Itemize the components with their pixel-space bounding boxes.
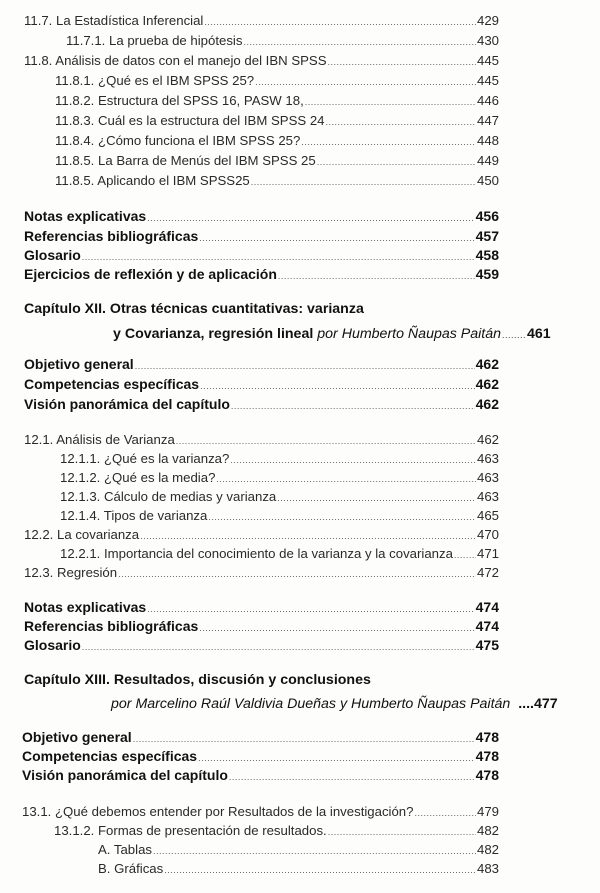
chapter-13-author: por Marcelino Raúl Valdivia Dueñas y Humberto Ñaupas Paitán xyxy=(111,696,511,712)
toc-entry[interactable] xyxy=(98,859,499,879)
toc-entry-page: 429 xyxy=(476,13,499,28)
toc-entry[interactable] xyxy=(24,374,499,394)
toc-entry[interactable] xyxy=(24,563,499,583)
dot-leader xyxy=(208,507,476,527)
dot-leader xyxy=(414,803,476,823)
toc-entry-label: 12.1.3. Cálculo de medias y varianza xyxy=(60,489,277,504)
toc-entry[interactable] xyxy=(24,226,499,246)
toc-entry[interactable] xyxy=(60,506,499,526)
toc-entry-label: 11.8.1. ¿Qué es el IBM SPSS 25? xyxy=(55,73,255,88)
chapter-12-author: Humberto Ñaupas Paitán xyxy=(341,326,502,342)
toc-entry-page: 470 xyxy=(476,527,499,542)
toc-entry-page: 430 xyxy=(476,33,499,48)
toc-entry-label: 11.7.1. La prueba de hipótesis xyxy=(66,33,243,48)
toc-entry-page: 449 xyxy=(476,153,499,168)
dot-leader xyxy=(176,431,476,451)
toc-entry[interactable] xyxy=(24,264,499,284)
toc-entry-label: Referencias bibliográficas xyxy=(24,618,199,634)
toc-entry-label: Ejercicios de reflexión y de aplicación xyxy=(24,266,277,282)
toc-entry[interactable] xyxy=(22,727,499,747)
toc-entry-page: 462 xyxy=(475,396,499,412)
toc-entry-page: 483 xyxy=(476,861,499,876)
toc-entry[interactable] xyxy=(24,206,499,226)
toc-entry-label: Competencias específicas xyxy=(24,376,200,392)
chapter-12-subtitle: y Covarianza, regresión lineal xyxy=(113,326,314,342)
toc-entry[interactable] xyxy=(60,487,499,507)
toc-entry-page: 462 xyxy=(475,356,499,372)
toc-entry-page: 482 xyxy=(476,823,499,838)
toc-entry-label: 11.8.5. Aplicando el IBM SPSS25 xyxy=(55,173,250,188)
toc-entry-page: 446 xyxy=(476,93,499,108)
toc-entry[interactable] xyxy=(54,821,499,841)
toc-entry[interactable] xyxy=(24,354,499,374)
dot-leader xyxy=(200,376,475,396)
toc-entry-label: 12.1.2. ¿Qué es la media? xyxy=(60,470,216,485)
toc-entry-label: 12.1. Análisis de Varianza xyxy=(24,432,175,447)
toc-entry-label: 11.7. La Estadística Inferencial xyxy=(24,13,204,28)
dot-leader xyxy=(216,469,476,489)
toc-entry-page: 456 xyxy=(475,208,499,224)
toc-entry-page: 445 xyxy=(476,73,499,88)
dot-leader xyxy=(305,92,476,112)
dot-leader xyxy=(140,526,476,546)
chapter-13-author-line[interactable] xyxy=(111,696,558,712)
chapter-13-page: 477 xyxy=(533,696,558,712)
toc-entry-page: 472 xyxy=(476,565,499,580)
toc-entry-label: Objetivo general xyxy=(22,729,132,745)
toc-entry-page: 445 xyxy=(476,53,499,68)
toc-entry-label: 12.1.1. ¿Qué es la varianza? xyxy=(60,451,230,466)
toc-entry-page: 462 xyxy=(475,376,499,392)
dot-leader xyxy=(147,208,474,228)
toc-entry-page: 458 xyxy=(475,247,499,263)
dot-leader xyxy=(135,356,475,376)
toc-entry-label: Glosario xyxy=(24,247,81,263)
dot-leader xyxy=(301,132,476,152)
toc-entry-label: 12.2. La covarianza xyxy=(24,527,140,542)
dot-leader xyxy=(277,488,476,508)
toc-entry[interactable] xyxy=(55,131,499,151)
chapter-12-title[interactable]: Capítulo XII. Otras técnicas cuantitativas: varianza xyxy=(24,301,364,317)
dot-leader xyxy=(317,152,476,172)
toc-entry-label: 12.2.1. Importancia del conocimiento de la varianza y la covarianza xyxy=(60,546,453,561)
toc-entry[interactable] xyxy=(24,525,499,545)
toc-entry[interactable] xyxy=(24,597,499,617)
dot-leader xyxy=(230,450,476,470)
toc-entry-page: 482 xyxy=(476,842,499,857)
dot-leader xyxy=(251,172,476,192)
toc-entry[interactable] xyxy=(24,616,499,636)
toc-entry[interactable] xyxy=(24,394,499,414)
toc-entry[interactable] xyxy=(55,91,499,111)
dot-leader xyxy=(328,822,476,842)
toc-entry[interactable] xyxy=(60,544,499,564)
toc-entry-label: 13.1.2. Formas de presentación de resultados. xyxy=(54,823,327,838)
dot-leader xyxy=(326,112,476,132)
toc-entry[interactable] xyxy=(24,635,499,655)
chapter-12-author-prefix: por xyxy=(317,326,338,342)
toc-entry-page: 457 xyxy=(475,228,499,244)
toc-entry[interactable] xyxy=(24,245,499,265)
dot-leader xyxy=(328,52,476,72)
toc-entry-page: 463 xyxy=(476,470,499,485)
toc-entry-label: 11.8.3. Cuál es la estructura del IBM SPSS 24 xyxy=(55,113,325,128)
toc-entry-label: 13.1. ¿Qué debemos entender por Resultados de la investigación? xyxy=(22,804,414,819)
toc-entry-label: 11.8.2. Estructura del SPSS 16, PASW 18, xyxy=(55,93,304,108)
dot-leader xyxy=(255,72,476,92)
dot-leader xyxy=(243,32,476,52)
toc-entry-label: 11.8.5. La Barra de Menús del IBM SPSS 25 xyxy=(55,153,316,168)
toc-entry-page: 462 xyxy=(476,432,499,447)
toc-entry-page: 463 xyxy=(476,451,499,466)
toc-entry-page: 450 xyxy=(476,173,499,188)
toc-entry-label: Glosario xyxy=(24,637,81,653)
toc-entry-page: 471 xyxy=(476,546,499,561)
toc-entry[interactable] xyxy=(55,171,499,191)
dot-leader xyxy=(118,564,476,584)
toc-entry-label: 12.3. Regresión xyxy=(24,565,118,580)
toc-entry-page: 463 xyxy=(476,489,499,504)
dot-leader xyxy=(204,12,476,32)
dot-leader xyxy=(278,266,475,286)
toc-entry-label: 12.1.4. Tipos de varianza xyxy=(60,508,208,523)
chapter-12-subtitle-line[interactable] xyxy=(113,326,551,342)
dot-leader xyxy=(82,637,475,657)
toc-entry[interactable] xyxy=(22,765,499,785)
toc-entry[interactable] xyxy=(98,840,499,860)
toc-entry-label: Referencias bibliográficas xyxy=(24,228,199,244)
toc-entry[interactable] xyxy=(60,468,499,488)
toc-entry-page: 478 xyxy=(475,729,499,745)
toc-entry-page: 474 xyxy=(475,599,499,615)
toc-entry-page: 478 xyxy=(475,748,499,764)
dot-leader xyxy=(153,841,476,861)
toc-entry-label: A. Tablas xyxy=(98,842,153,857)
toc-entry-page: 448 xyxy=(476,133,499,148)
toc-entry-page: 474 xyxy=(475,618,499,634)
toc-entry[interactable] xyxy=(24,11,499,31)
dot-leader xyxy=(231,396,475,416)
toc-entry[interactable] xyxy=(55,111,499,131)
chapter-13-title[interactable]: Capítulo XIII. Resultados, discusión y conclusiones xyxy=(24,672,371,688)
toc-entry-label: Objetivo general xyxy=(24,356,134,372)
dot-leader xyxy=(229,767,475,787)
dot-leader: .... xyxy=(518,696,534,712)
toc-entry-page: 479 xyxy=(476,804,499,819)
toc-entry[interactable] xyxy=(24,430,499,450)
toc-entry-label: Competencias específicas xyxy=(22,748,198,764)
dot-leader xyxy=(454,545,476,565)
toc-entry[interactable] xyxy=(22,746,499,766)
chapter-12-page: 461 xyxy=(527,326,551,342)
toc-entry-label: 11.8.4. ¿Cómo funciona el IBM SPSS 25? xyxy=(55,133,301,148)
toc-entry-page: 459 xyxy=(475,266,499,282)
toc-entry-label: 11.8. Análisis de datos con el manejo del IBN SPSS xyxy=(24,53,327,68)
toc-entry-page: 475 xyxy=(475,637,499,653)
toc-entry-page: 447 xyxy=(476,113,499,128)
toc-entry[interactable] xyxy=(24,51,499,71)
toc-entry[interactable] xyxy=(55,151,499,171)
toc-entry[interactable] xyxy=(55,71,499,91)
toc-entry-label: Visión panorámica del capítulo xyxy=(24,396,230,412)
dot-leader xyxy=(164,860,476,880)
toc-entry-page: 478 xyxy=(475,767,499,783)
toc-entry-label: Notas explicativas xyxy=(24,208,147,224)
toc-entry[interactable] xyxy=(22,802,499,822)
toc-entry[interactable] xyxy=(66,31,499,51)
toc-entry-page: 465 xyxy=(476,508,499,523)
toc-entry[interactable] xyxy=(60,449,499,469)
toc-entry-label: Visión panorámica del capítulo xyxy=(22,767,228,783)
dot-leader: ........ xyxy=(502,330,527,340)
toc-entry-label: Notas explicativas xyxy=(24,599,147,615)
toc-entry-label: B. Gráficas xyxy=(98,861,164,876)
